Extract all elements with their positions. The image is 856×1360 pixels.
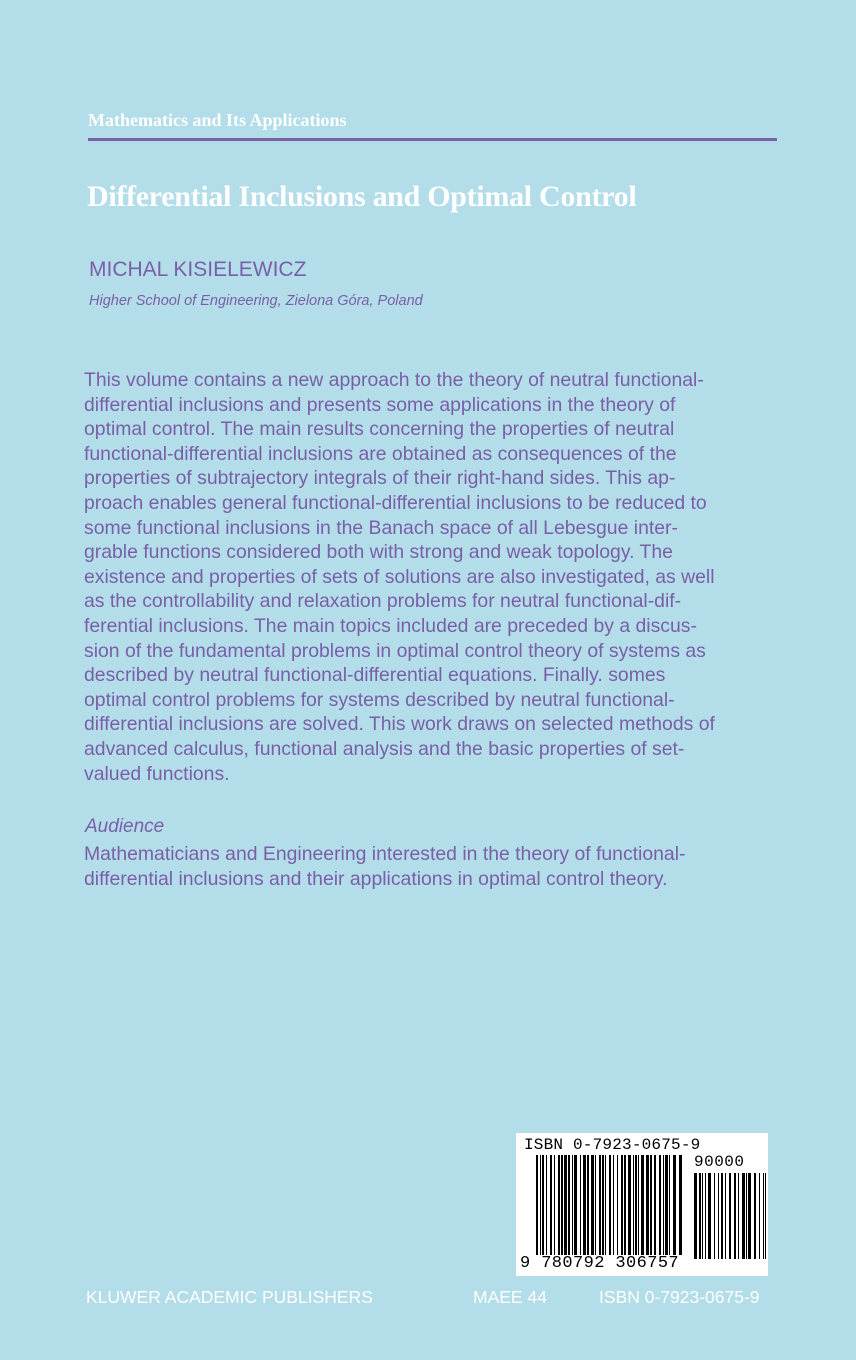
barcode-bar xyxy=(550,1155,552,1255)
abstract-line: valued functions. xyxy=(84,762,230,785)
barcode-bar xyxy=(669,1155,670,1255)
barcode-bar xyxy=(635,1155,637,1255)
barcode-bar xyxy=(613,1155,614,1255)
barcode-bar xyxy=(654,1155,656,1255)
barcode-bar xyxy=(568,1155,570,1255)
abstract-line: This volume contains a new approach to the theory of neutral functional- xyxy=(84,369,704,391)
abstract-line: existence and properties of sets of solutions are also investigated, as well xyxy=(84,565,715,588)
barcode-bar xyxy=(659,1155,661,1255)
barcode-bar xyxy=(673,1155,676,1255)
abstract-line: proach enables general functional-differential inclusions to be reduced to xyxy=(84,491,707,514)
abstract-line: optimal control problems for systems described by neutral functional- xyxy=(84,688,675,711)
barcode-isbn-label: ISBN 0-7923-0675-9 xyxy=(524,1136,701,1154)
barcode-bar xyxy=(583,1155,586,1255)
abstract-line: sion of the fundamental problems in optimal control theory of systems as xyxy=(84,639,706,662)
series-code: MAEE 44 xyxy=(473,1287,547,1307)
barcode-bar xyxy=(638,1155,639,1255)
barcode-bar xyxy=(748,1173,751,1259)
barcode-bar xyxy=(721,1173,723,1259)
series-name: Mathematics and Its Applications xyxy=(88,110,347,130)
abstract-line: ferential inclusions. The main topics included are preceded by a discus- xyxy=(84,614,697,637)
barcode-bar xyxy=(621,1155,623,1255)
barcode-bar xyxy=(595,1155,596,1255)
book-title: Differential Inclusions and Optimal Control xyxy=(87,180,637,213)
barcode-bar xyxy=(587,1155,589,1255)
barcode-bar xyxy=(602,1155,604,1255)
abstract-line: differential inclusions and presents some applications in the theory of xyxy=(84,393,676,416)
barcode-bar xyxy=(546,1155,547,1255)
barcode-bar xyxy=(738,1173,739,1259)
author-affiliation: Higher School of Engineering, Zielona Góra, Poland xyxy=(89,293,423,309)
barcode-bar xyxy=(599,1155,601,1255)
barcode-bar xyxy=(536,1155,538,1255)
barcode-bar xyxy=(694,1173,697,1259)
barcode-bar xyxy=(754,1173,756,1259)
barcode-bar xyxy=(628,1155,631,1255)
barcode-bar xyxy=(705,1173,706,1259)
barcode-bar xyxy=(759,1173,760,1259)
barcode-bar xyxy=(609,1155,611,1255)
barcode-bar xyxy=(702,1173,703,1259)
barcode-bar xyxy=(725,1173,726,1259)
author-name: MICHAL KISIELEWICZ xyxy=(89,258,307,281)
barcode-bar xyxy=(558,1155,560,1255)
isbn-barcode xyxy=(516,1133,768,1276)
barcode-bar xyxy=(729,1173,731,1259)
barcode-bar xyxy=(605,1155,606,1255)
barcode-bar xyxy=(646,1155,649,1255)
abstract xyxy=(84,368,778,786)
audience-text xyxy=(84,842,784,891)
barcode-addon-digits: 90000 xyxy=(694,1153,745,1171)
barcode-bar xyxy=(617,1155,618,1255)
series-divider xyxy=(88,138,777,141)
barcode-bar xyxy=(633,1155,634,1255)
barcode-bar xyxy=(765,1173,766,1259)
barcode-bar xyxy=(699,1173,701,1259)
barcode-bar xyxy=(665,1155,668,1255)
barcode-bar xyxy=(591,1155,594,1255)
abstract-line: optimal control. The main results concerning the properties of neutral xyxy=(84,418,675,441)
barcode-bar xyxy=(746,1173,747,1259)
publisher-name: KLUWER ACADEMIC PUBLISHERS xyxy=(86,1287,373,1307)
abstract-line: advanced calculus, functional analysis and the basic properties of set- xyxy=(84,737,685,760)
barcode-bar xyxy=(714,1173,715,1259)
barcode-bar xyxy=(554,1155,555,1255)
abstract-line: properties of subtrajectory integrals of their right-hand sides. This ap- xyxy=(84,467,676,490)
abstract-line: described by neutral functional-differential equations. Finally. somes xyxy=(84,664,666,687)
barcode-bar xyxy=(561,1155,563,1255)
barcode-bar xyxy=(663,1155,664,1255)
abstract-line: functional-differential inclusions are obtained as consequences of the xyxy=(84,442,677,465)
abstract-line: as the controllability and relaxation problems for neutral functional-dif- xyxy=(84,590,682,613)
audience-heading: Audience xyxy=(85,816,165,837)
barcode-bar xyxy=(763,1173,764,1259)
barcode-bar xyxy=(540,1155,541,1255)
barcode-digits: 9 780792 306757 xyxy=(520,1254,680,1273)
barcode-bar xyxy=(718,1173,719,1259)
barcode-bar xyxy=(580,1155,581,1255)
barcode-bar xyxy=(564,1155,567,1255)
abstract-line: some functional inclusions in the Banach space of all Lebesgue inter- xyxy=(84,516,678,539)
barcode-bar xyxy=(572,1155,573,1255)
barcode-bar xyxy=(624,1155,626,1255)
barcode-bar xyxy=(574,1155,577,1255)
abstract-line: differential inclusions are solved. This work draws on selected methods of xyxy=(84,713,715,736)
audience-line: differential inclusions and their applications in optimal control theory. xyxy=(84,867,668,890)
barcode-bar xyxy=(542,1155,544,1255)
barcode-bar xyxy=(641,1155,644,1255)
abstract-line: grable functions considered both with strong and weak topology. The xyxy=(84,541,673,564)
barcode-bar xyxy=(679,1155,682,1255)
barcode-bar xyxy=(708,1173,711,1259)
footer-isbn: ISBN 0-7923-0675-9 xyxy=(599,1287,760,1307)
audience-line: Mathematicians and Engineering interested in the theory of functional- xyxy=(84,843,686,865)
barcode-bar xyxy=(734,1173,736,1259)
barcode-bar xyxy=(650,1155,652,1255)
barcode-bar xyxy=(742,1173,745,1259)
